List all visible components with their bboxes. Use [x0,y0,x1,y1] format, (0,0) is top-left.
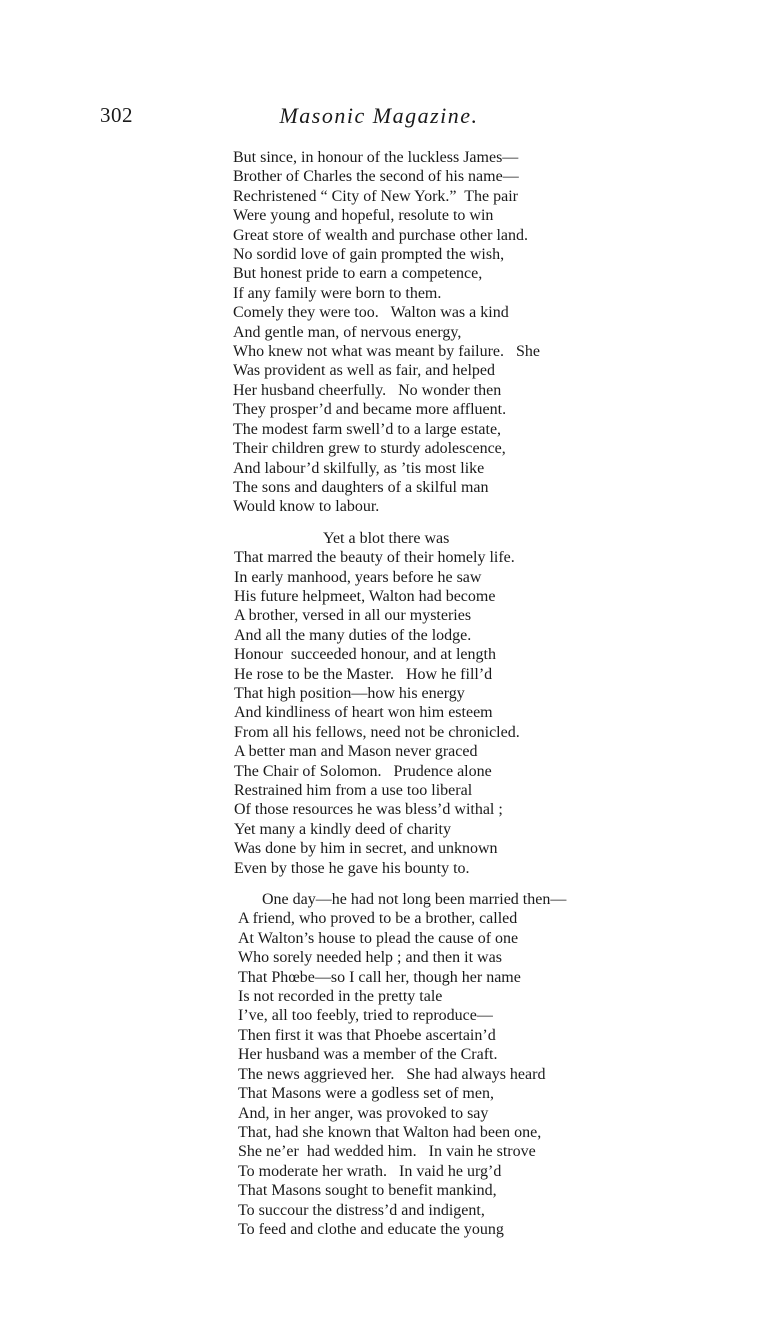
verse-line: Who sorely needed help ; and then it was [238,949,502,967]
verse-line: Is not recorded in the pretty tale [238,988,443,1006]
verse-line: That high position—how his energy [234,684,465,702]
verse-line: Great store of wealth and purchase other land. [233,226,528,244]
verse-line: That, had she known that Walton had been one, [238,1123,542,1141]
verse-line: To succour the distress’d and indigent, [238,1201,485,1219]
verse-line: Comely they were too. Walton was a kind [233,304,509,322]
verse-line: Honour succeeded honour, and at length [234,646,496,664]
verse-line: Of those resources he was bless’d withal ; [234,801,503,819]
verse-line: His future helpmeet, Walton had become [234,587,496,605]
verse-line: Her husband cheerfully. No wonder then [233,381,502,399]
verse-line: They prosper’d and became more affluent. [233,401,507,419]
verse-line: I’ve, all too feebly, tried to reproduce— [238,1007,493,1025]
verse-line: One day—he had not long been married then— [262,891,567,909]
verse-line: And kindliness of heart won him esteem [234,704,493,722]
verse-line: Brother of Charles the second of his name— [233,168,519,186]
verse-line: Their children grew to sturdy adolescence, [233,440,506,458]
stanza [0,890,758,1239]
verse-line: And labour’d skilfully, as ’tis most like [233,459,485,477]
poem-body [0,148,758,1239]
verse-line: That Phœbe—so I call her, though her name [238,968,521,986]
verse-line: A brother, versed in all our mysteries [234,607,472,625]
verse-line: The sons and daughters of a skilful man [233,478,489,496]
verse-line: To feed and clothe and educate the young [238,1220,504,1238]
verse-line: From all his fellows, need not be chronicled. [234,723,520,741]
verse-line: A friend, who proved to be a brother, called [238,910,518,928]
verse-line: At Walton’s house to plead the cause of one [238,929,519,947]
verse-line: The news aggrieved her. She had always heard [238,1065,546,1083]
verse-line: The modest farm swell’d to a large estate, [233,420,502,438]
verse-line: No sordid love of gain prompted the wish, [233,246,505,264]
stanza-gap [0,878,758,890]
verse-line: And gentle man, of nervous energy, [233,323,462,341]
verse-line: That Masons were a godless set of men, [238,1085,494,1103]
verse-line: Rechristened “ City of New York.” The pair [233,187,518,205]
verse-line: In early manhood, years before he saw [234,568,482,586]
verse-line: Then first it was that Phoebe ascertain’d [238,1026,496,1044]
verse-line: That Masons sought to benefit mankind, [238,1182,497,1200]
stanza [0,529,758,878]
verse-line: Was done by him in secret, and unknown [234,840,498,858]
running-title: Masonic Magazine. [279,103,479,128]
verse-line: But since, in honour of the luckless James— [233,149,519,166]
verse-line: Yet many a kindly deed of charity [234,820,451,838]
verse-line: If any family were born to them. [233,284,442,302]
verse-line: She ne’er had wedded him. In vain he strove [238,1143,536,1161]
verse-line: And all the many duties of the lodge. [234,626,472,644]
verse-line: To moderate her wrath. In vaid he urg’d [238,1162,502,1180]
verse-line: Yet a blot there was [323,529,450,547]
stanza-gap [0,517,758,529]
verse-line: Would know to labour. [233,498,380,516]
verse-line: Even by those he gave his bounty to. [234,859,470,877]
verse-line: Who knew not what was meant by failure. She [233,343,541,361]
verse-line: But honest pride to earn a competence, [233,265,483,283]
verse-line: The Chair of Solomon. Prudence alone [234,762,492,780]
verse-line: Were young and hopeful, resolute to win [233,207,494,225]
verse-line: That marred the beauty of their homely life. [234,549,515,567]
verse-line: Her husband was a member of the Craft. [238,1046,498,1064]
verse-line: Was provident as well as fair, and helped [233,362,495,380]
verse-line: A better man and Mason never graced [234,743,478,761]
verse-line: And, in her anger, was provoked to say [238,1104,489,1122]
verse-line: Restrained him from a use too liberal [234,782,473,799]
stanza [0,148,758,517]
page-number: 302 [100,103,133,127]
verse-line: He rose to be the Master. How he fill’d [234,665,493,683]
